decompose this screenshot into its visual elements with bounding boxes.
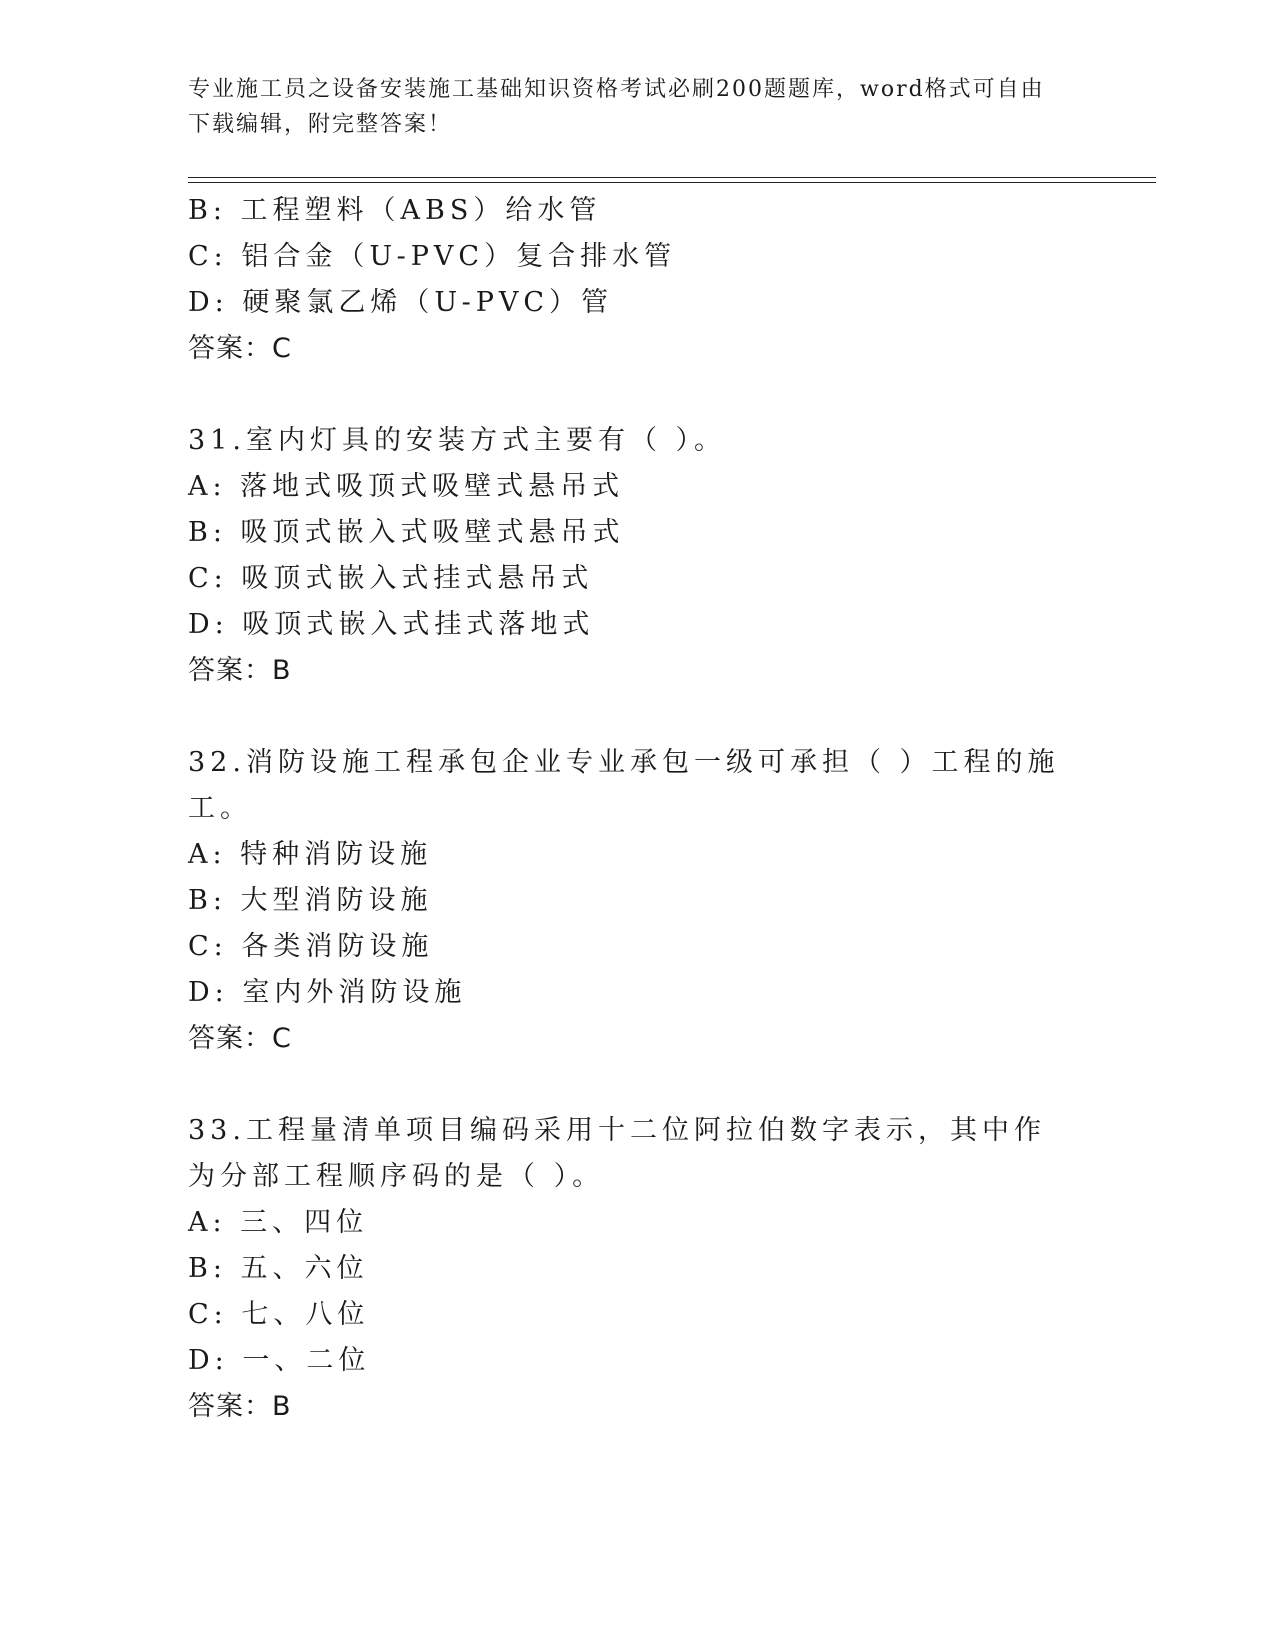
question-stem: 31.室内灯具的安装方式主要有（ ）。	[188, 425, 727, 456]
question-list	[188, 188, 1088, 1430]
question-block-30	[188, 188, 1088, 372]
question-stem: 33.工程量清单项目编码采用十二位阿拉伯数字表示，其中作为分部工程顺序码的是（ ）。	[188, 1115, 1046, 1192]
spacer	[188, 694, 1088, 740]
option-d: D: 室内外消防设施	[188, 977, 467, 1008]
question-block-33	[188, 1108, 1088, 1430]
option-d: D: 一、二位	[188, 1345, 371, 1376]
option-c: C: 七、八位	[188, 1299, 370, 1330]
answer-line: 答案：C	[188, 333, 292, 364]
spacer	[188, 1062, 1088, 1108]
question-block-31	[188, 418, 1088, 694]
option-a: A: 落地式吸顶式吸壁式悬吊式	[188, 471, 625, 502]
option-b: B: 工程塑料（ABS）给水管	[188, 195, 602, 226]
option-b: B: 大型消防设施	[188, 885, 433, 916]
option-c: C: 吸顶式嵌入式挂式悬吊式	[188, 563, 594, 594]
question-block-32	[188, 740, 1088, 1062]
option-b: B: 吸顶式嵌入式吸壁式悬吊式	[188, 517, 625, 548]
option-a: A: 三、四位	[188, 1207, 369, 1238]
answer-line: 答案：C	[188, 1023, 292, 1054]
document-header: 专业施工员之设备安装施工基础知识资格考试必刷200题题库，word格式可自由下载编辑，附完整答案！	[188, 77, 1045, 137]
answer-line: 答案：B	[188, 1391, 292, 1422]
option-c: C: 各类消防设施	[188, 931, 434, 962]
option-d: D: 吸顶式嵌入式挂式落地式	[188, 609, 595, 640]
header-divider-top	[188, 177, 1156, 178]
header-divider-bottom	[188, 182, 1156, 183]
question-stem: 32.消防设施工程承包企业专业承包一级可承担（ ）工程的施工。	[188, 747, 1060, 824]
answer-line: 答案：B	[188, 655, 292, 686]
option-d: D: 硬聚氯乙烯（U-PVC）管	[188, 287, 614, 318]
spacer	[188, 372, 1088, 418]
option-c: C: 铝合金（U-PVC）复合排水管	[188, 241, 677, 272]
option-a: A: 特种消防设施	[188, 839, 433, 870]
option-b: B: 五、六位	[188, 1253, 369, 1284]
